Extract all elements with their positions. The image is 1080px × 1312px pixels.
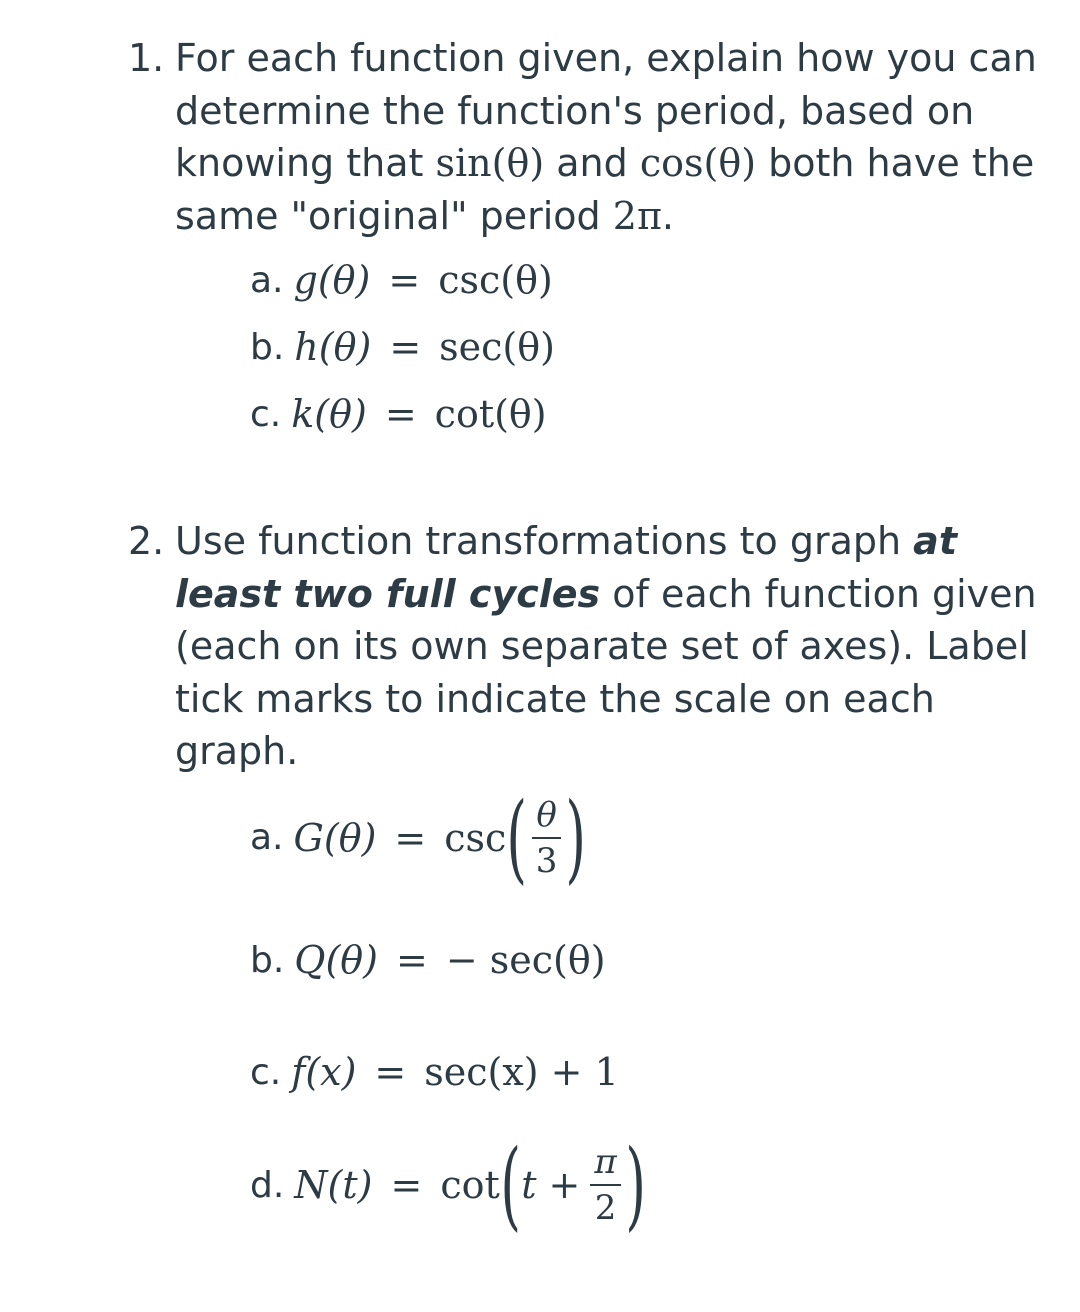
question-2-text <box>175 515 1045 778</box>
q2-part-b <box>250 930 606 990</box>
q1-part-c-lhs: k(θ) <box>291 392 367 436</box>
q1-part-b-equals: = <box>389 325 422 369</box>
q1-part-b-rhs: sec(θ) <box>439 325 555 369</box>
q2-part-a-equals: = <box>394 815 427 860</box>
q2-part-d-fraction <box>590 1142 620 1228</box>
q2-part-a-right-paren: ) <box>565 781 587 894</box>
q2-part-c-equals: = <box>374 1050 407 1094</box>
q2-part-d-lhs: N(t) <box>294 1163 373 1207</box>
question-2-number: 2. <box>128 519 165 563</box>
q2-part-a <box>250 780 587 895</box>
sin-expression: sin(θ) <box>435 141 545 185</box>
q2-part-d-equals: = <box>390 1163 423 1207</box>
q1-part-a-lhs: g(θ) <box>293 258 371 302</box>
question-1-text <box>175 32 1045 242</box>
q1-part-a-equals: = <box>388 258 421 302</box>
q1-part-b-label: b. <box>250 326 285 368</box>
q2-part-a-fraction-bar <box>532 837 562 839</box>
q2-part-c-lhs: f(x) <box>291 1050 357 1094</box>
q1-part-a-rhs: csc(θ) <box>438 258 553 302</box>
q2-text-end: of each function given (each on its own separate set of axes). Label tick marks to indicate the scale on each graph. <box>175 571 1037 773</box>
q2-part-a-left-paren: ( <box>506 781 528 894</box>
q2-part-a-denominator: 3 <box>535 840 558 881</box>
q1-part-c <box>250 384 547 444</box>
q2-part-b-lhs: Q(θ) <box>294 938 378 982</box>
q1-part-c-rhs: cot(θ) <box>434 392 547 436</box>
q2-part-d-inner: t + <box>521 1163 581 1207</box>
q2-part-b-label: b. <box>250 939 285 981</box>
q1-text-and: and <box>544 141 640 185</box>
q2-text-emphasis: at least two full cycles <box>175 519 957 616</box>
q2-part-d-fraction-bar <box>590 1184 620 1186</box>
question-1 <box>128 32 1038 247</box>
q1-text-end: . <box>661 193 675 238</box>
q2-text-start: Use function transformations to graph <box>175 519 914 563</box>
q2-part-d-label: d. <box>250 1164 285 1206</box>
q1-part-b-lhs: h(θ) <box>294 325 372 369</box>
q1-text-part-2: both have the same "original" period <box>175 141 1035 238</box>
q1-text-part-1: For each function given, explain how you can determine the function's period, based on knowing that <box>175 36 1037 185</box>
period-expression: 2π <box>612 193 662 238</box>
q1-part-c-label: c. <box>250 393 282 435</box>
question-2 <box>128 515 1038 780</box>
q2-part-a-numerator: θ <box>536 794 557 835</box>
q2-part-d-func: cot <box>440 1163 500 1207</box>
q2-part-c-label: c. <box>250 1051 282 1093</box>
q2-part-d <box>250 1130 646 1240</box>
q2-part-c <box>250 1042 619 1102</box>
q2-part-d-left-paren: ( <box>500 1129 521 1241</box>
q1-part-c-equals: = <box>384 392 417 436</box>
q2-part-a-label: a. <box>250 817 284 858</box>
q1-part-a <box>250 250 553 310</box>
q2-part-a-fraction <box>532 795 562 881</box>
q2-part-d-denominator: 2 <box>594 1188 617 1228</box>
q1-part-b <box>250 317 555 377</box>
q1-part-a-label: a. <box>250 259 284 301</box>
q2-part-b-rhs: − sec(θ) <box>445 938 606 982</box>
q2-part-b-equals: = <box>395 938 428 982</box>
question-1-number: 1. <box>128 36 165 80</box>
q2-part-d-right-paren: ) <box>625 1129 646 1241</box>
q2-part-d-numerator: π <box>594 1142 617 1182</box>
cos-expression: cos(θ) <box>639 141 757 185</box>
q2-part-a-func: csc <box>444 815 507 860</box>
q2-part-c-rhs: sec(x) + 1 <box>424 1050 619 1094</box>
q2-part-a-lhs: G(θ) <box>293 815 377 860</box>
